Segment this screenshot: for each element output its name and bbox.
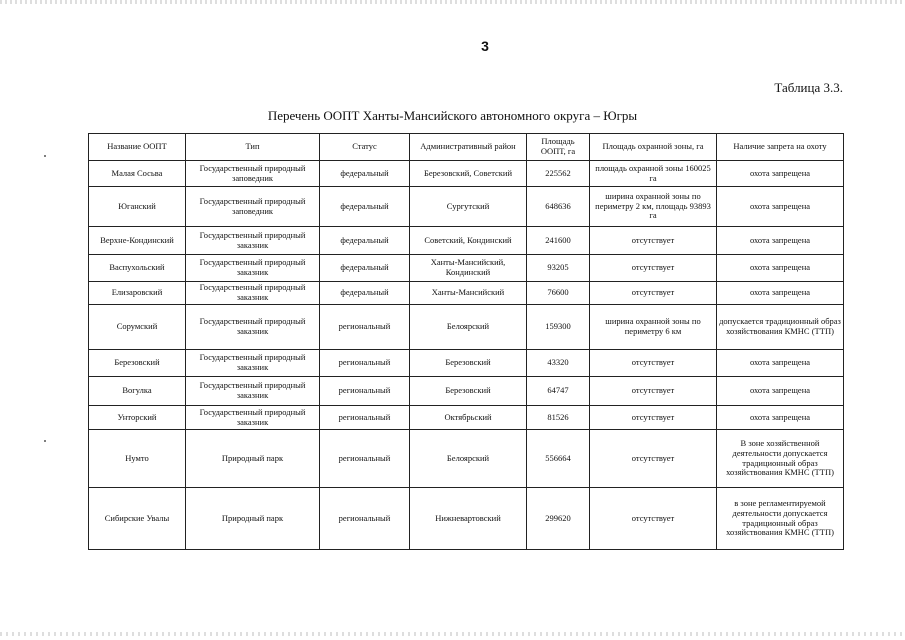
cell-area: 76600: [527, 282, 590, 305]
cell-district: Советский, Кондинский: [410, 227, 527, 255]
table-caption: Перечень ООПТ Ханты-Мансийского автономного округа – Югры: [267, 108, 638, 123]
cell-hunting-ban: охота запрещена: [717, 255, 844, 282]
cell-type: Государственный природный заказник: [186, 406, 320, 430]
cell-name: Сибирские Увалы: [89, 488, 186, 550]
cell-status: региональный: [320, 430, 410, 488]
cell-buffer-zone: отсутствует: [590, 350, 717, 377]
cell-district: Нижневартовский: [410, 488, 527, 550]
cell-type: Государственный природный заказник: [186, 305, 320, 350]
scan-edge-top: [0, 0, 905, 4]
cell-status: федеральный: [320, 161, 410, 187]
cell-area: 299620: [527, 488, 590, 550]
cell-area: 93205: [527, 255, 590, 282]
table-row: [89, 430, 844, 488]
table-row: [89, 187, 844, 227]
cell-buffer-zone: ширина охранной зоны по периметру 6 км: [590, 305, 717, 350]
header-name: Название ООПТ: [89, 134, 186, 161]
cell-status: региональный: [320, 305, 410, 350]
cell-area: 43320: [527, 350, 590, 377]
scan-edge-bottom: [0, 632, 905, 636]
table-row: [89, 488, 844, 550]
cell-status: региональный: [320, 377, 410, 406]
cell-hunting-ban: охота запрещена: [717, 187, 844, 227]
cell-buffer-zone: отсутствует: [590, 255, 717, 282]
cell-buffer-zone: отсутствует: [590, 377, 717, 406]
oopt-table: [88, 133, 844, 550]
cell-buffer-zone: ширина охранной зоны по периметру 2 км, площадь 93893 га: [590, 187, 717, 227]
table-row: [89, 350, 844, 377]
cell-hunting-ban: допускается традиционный образ хозяйствования КМНС (ТТП): [717, 305, 844, 350]
cell-name: Нумто: [89, 430, 186, 488]
cell-area: 648636: [527, 187, 590, 227]
cell-hunting-ban: охота запрещена: [717, 406, 844, 430]
cell-type: Государственный природный заповедник: [186, 161, 320, 187]
scan-speck: [44, 155, 46, 157]
cell-status: региональный: [320, 488, 410, 550]
cell-type: Государственный природный заказник: [186, 282, 320, 305]
cell-name: Сорумский: [89, 305, 186, 350]
cell-type: Государственный природный заказник: [186, 255, 320, 282]
cell-status: федеральный: [320, 187, 410, 227]
cell-district: Белоярский: [410, 430, 527, 488]
table-row: [89, 255, 844, 282]
cell-district: Ханты-Мансийский: [410, 282, 527, 305]
cell-area: 64747: [527, 377, 590, 406]
cell-name: Малая Сосьва: [89, 161, 186, 187]
cell-hunting-ban: в зоне регламентируемой деятельности допускается традиционный образ хозяйствования КМНС (ТТП): [717, 488, 844, 550]
table-row: [89, 406, 844, 430]
cell-district: Сургутский: [410, 187, 527, 227]
cell-hunting-ban: охота запрещена: [717, 350, 844, 377]
table-header-row: [89, 134, 844, 161]
cell-district: Октябрьский: [410, 406, 527, 430]
table-row: [89, 305, 844, 350]
cell-buffer-zone: отсутствует: [590, 282, 717, 305]
cell-district: Березовский: [410, 350, 527, 377]
cell-district: Белоярский: [410, 305, 527, 350]
table-row: [89, 227, 844, 255]
header-district: Административный район: [410, 134, 527, 161]
cell-area: 159300: [527, 305, 590, 350]
cell-district: Березовский, Советский: [410, 161, 527, 187]
cell-name: Юганский: [89, 187, 186, 227]
header-type: Тип: [186, 134, 320, 161]
cell-buffer-zone: отсутствует: [590, 227, 717, 255]
cell-status: региональный: [320, 406, 410, 430]
cell-area: 241600: [527, 227, 590, 255]
cell-status: федеральный: [320, 282, 410, 305]
cell-hunting-ban: охота запрещена: [717, 282, 844, 305]
cell-area: 225562: [527, 161, 590, 187]
cell-name: Унторский: [89, 406, 186, 430]
cell-type: Государственный природный заказник: [186, 227, 320, 255]
cell-district: Березовский: [410, 377, 527, 406]
cell-hunting-ban: охота запрещена: [717, 227, 844, 255]
cell-hunting-ban: охота запрещена: [717, 377, 844, 406]
cell-status: региональный: [320, 350, 410, 377]
cell-status: федеральный: [320, 255, 410, 282]
cell-hunting-ban: охота запрещена: [717, 161, 844, 187]
cell-name: Вогулка: [89, 377, 186, 406]
cell-status: федеральный: [320, 227, 410, 255]
scan-speck: [44, 440, 46, 442]
cell-buffer-zone: площадь охранной зоны 160025 га: [590, 161, 717, 187]
cell-name: Елизаровский: [89, 282, 186, 305]
header-area: Площадь ООПТ, га: [527, 134, 590, 161]
header-hunting-ban: Наличие запрета на охоту: [717, 134, 844, 161]
cell-type: Природный парк: [186, 430, 320, 488]
table-row: [89, 282, 844, 305]
table-row: [89, 377, 844, 406]
cell-buffer-zone: отсутствует: [590, 430, 717, 488]
cell-type: Государственный природный заказник: [186, 350, 320, 377]
header-status: Статус: [320, 134, 410, 161]
cell-buffer-zone: отсутствует: [590, 406, 717, 430]
cell-name: Васпухольский: [89, 255, 186, 282]
cell-type: Природный парк: [186, 488, 320, 550]
cell-name: Верхне-Кондинский: [89, 227, 186, 255]
cell-hunting-ban: В зоне хозяйственной деятельности допускается традиционный образ хозяйствования КМНС (ТТП): [717, 430, 844, 488]
cell-district: Ханты-Мансийский, Кондинский: [410, 255, 527, 282]
cell-buffer-zone: отсутствует: [590, 488, 717, 550]
table-label: Таблица 3.3.: [774, 80, 843, 95]
cell-type: Государственный природный заказник: [186, 377, 320, 406]
cell-area: 81526: [527, 406, 590, 430]
cell-area: 556664: [527, 430, 590, 488]
header-buffer-zone: Площадь охранной зоны, га: [590, 134, 717, 161]
page-number: 3: [481, 38, 489, 54]
cell-type: Государственный природный заповедник: [186, 187, 320, 227]
cell-name: Березовский: [89, 350, 186, 377]
table-row: [89, 161, 844, 187]
